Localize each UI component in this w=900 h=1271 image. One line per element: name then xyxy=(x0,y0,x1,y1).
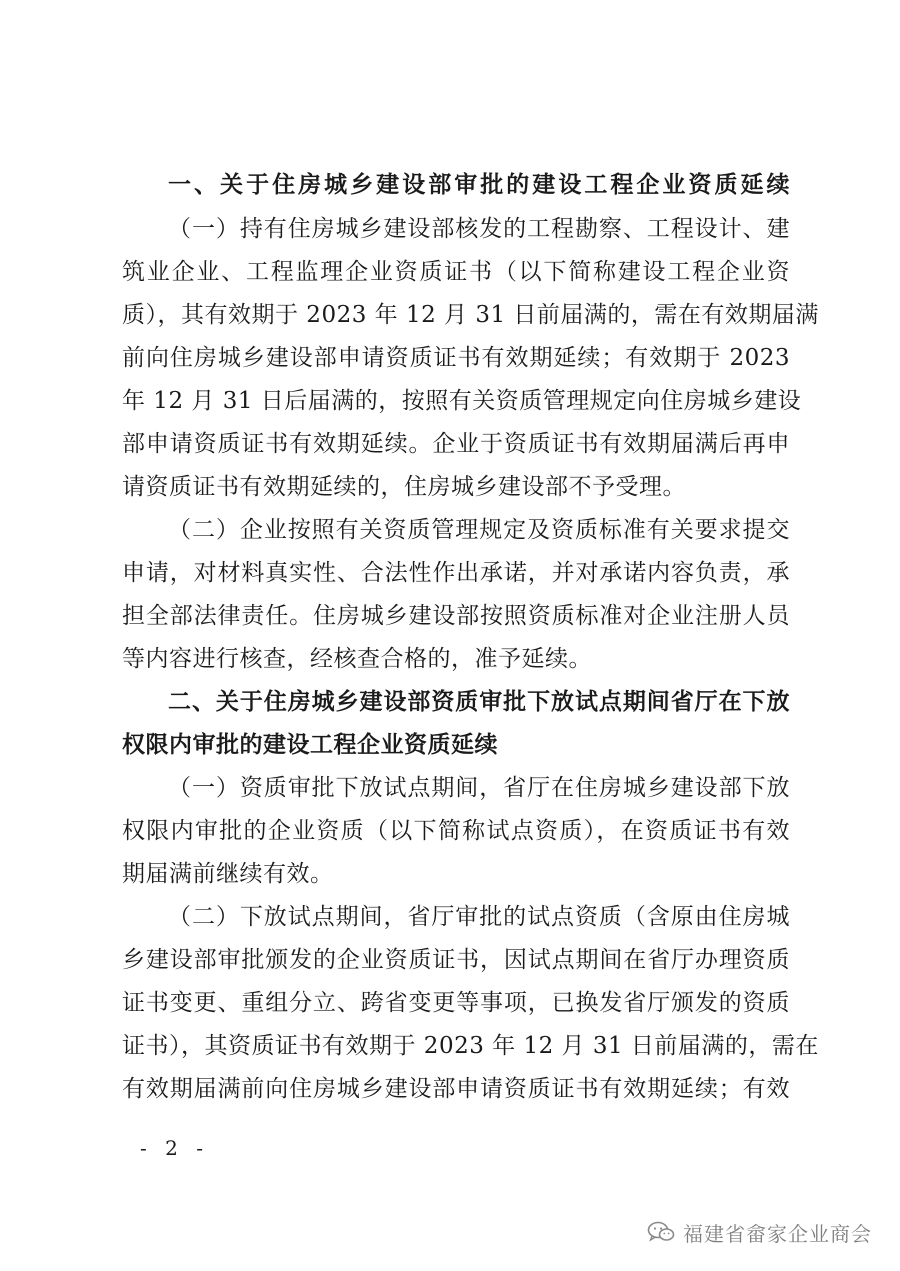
paragraph-line: 质），其有效期于 2023 年 12 月 31 日前届满的，需在有效期届满 xyxy=(122,302,819,328)
paragraph-line: （一）持有住房城乡建设部核发的工程勘察、工程设计、建 xyxy=(168,216,790,242)
page-number: - 2 - xyxy=(140,1136,209,1160)
paragraph-line: 前向住房城乡建设部申请资质证书有效期延续；有效期于 2023 xyxy=(122,345,790,371)
paragraph-line: （二）下放试点期间，省厅审批的试点资质（含原由住房城 xyxy=(168,904,790,930)
paragraph-line: 年 12 月 31 日后届满的，按照有关资质管理规定向住房城乡建设 xyxy=(122,388,802,414)
paragraph-line: 筑业企业、工程监理企业资质证书（以下简称建设工程企业资 xyxy=(122,259,790,285)
paragraph-line: 请资质证书有效期延续的，住房城乡建设部不予受理。 xyxy=(122,474,686,500)
paragraph-line: 有效期届满前向住房城乡建设部申请资质证书有效期延续；有效 xyxy=(122,1076,790,1102)
paragraph-line: 担全部法律责任。住房城乡建设部按照资质标准对企业注册人员 xyxy=(122,603,790,629)
paragraph-line: 申请，对材料真实性、合法性作出承诺，并对承诺内容负责，承 xyxy=(122,560,790,586)
section-one-heading: 一、关于住房城乡建设部审批的建设工程企业资质延续 xyxy=(168,172,790,198)
section-two-heading-continued: 权限内审批的建设工程企业资质延续 xyxy=(122,732,498,758)
paragraph-line: （一）资质审批下放试点期间，省厅在住房城乡建设部下放 xyxy=(168,775,790,801)
paragraph-line: 证书），其资质证书有效期于 2023 年 12 月 31 日前届满的，需在 xyxy=(122,1033,819,1059)
paragraph-line: 部申请资质证书有效期延续。企业于资质证书有效期届满后再申 xyxy=(122,431,790,457)
paragraph-line: 证书变更、重组分立、跨省变更等事项，已换发省厅颁发的资质 xyxy=(122,990,790,1016)
paragraph-line: 权限内审批的企业资质（以下简称试点资质），在资质证书有效 xyxy=(122,818,790,844)
wechat-icon xyxy=(647,1221,675,1243)
watermark xyxy=(647,1214,872,1250)
paragraph-line: 乡建设部审批颁发的企业资质证书，因试点期间在省厅办理资质 xyxy=(122,947,790,973)
paragraph-line: 等内容进行核查，经核查合格的，准予延续。 xyxy=(122,646,592,672)
section-two-heading: 二、关于住房城乡建设部资质审批下放试点期间省厅在下放 xyxy=(168,689,790,715)
watermark-text: 福建省畲家企业商会 xyxy=(683,1221,872,1246)
paragraph-line: （二）企业按照有关资质管理规定及资质标准有关要求提交 xyxy=(168,517,790,543)
paragraph-line: 期届满前继续有效。 xyxy=(122,861,334,887)
